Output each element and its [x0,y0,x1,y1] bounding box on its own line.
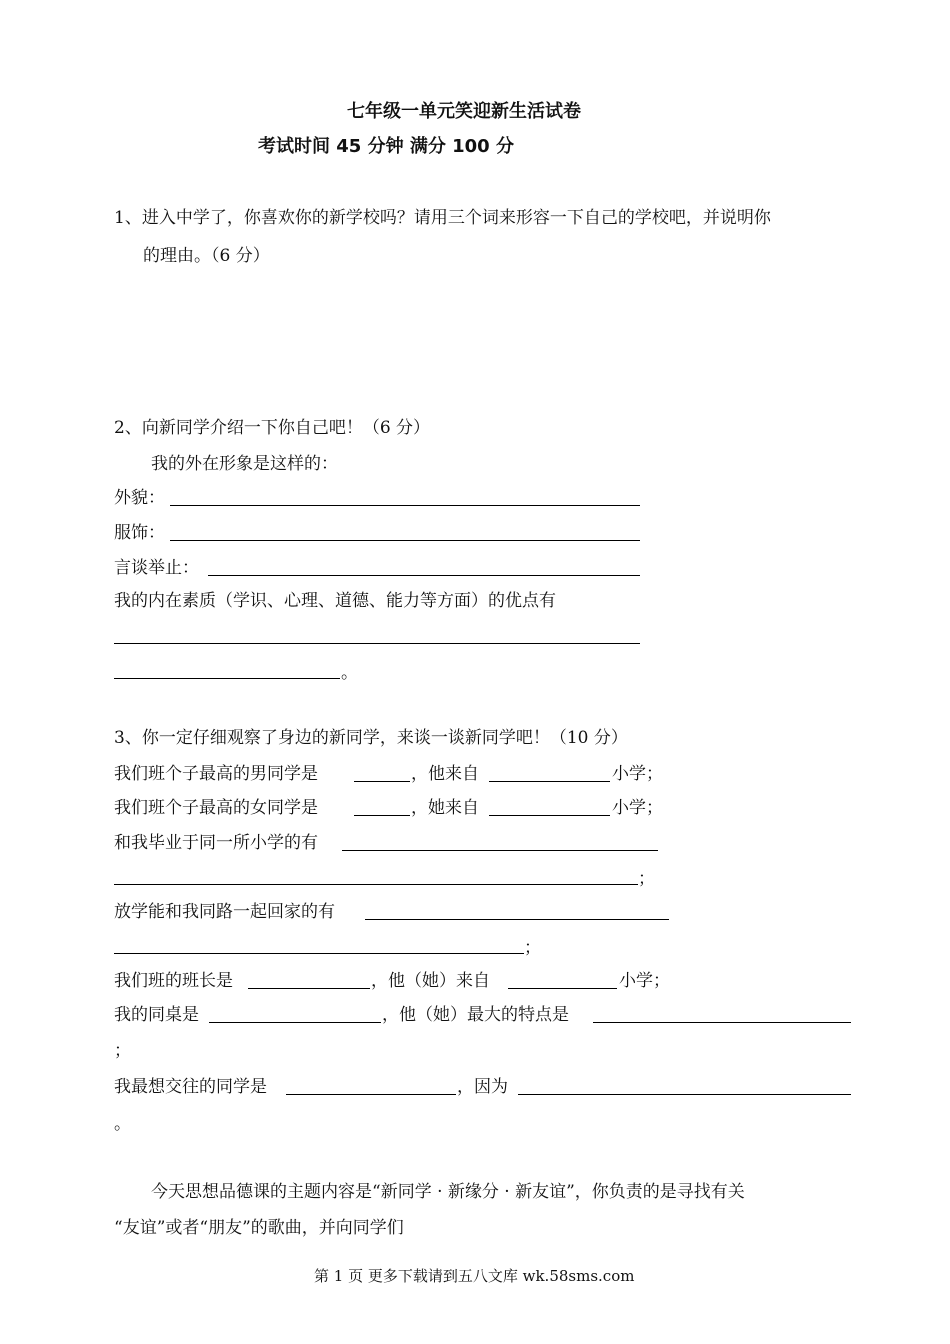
tallest-boy-label: 我们班个子最高的男同学是 [114,764,318,784]
exam-title: 七年级一单元笑迎新生活试卷 [347,101,581,122]
deskmate-label: 我的同桌是 [114,1005,199,1025]
q3-prompt: 3、你一定仔细观察了身边的新同学，来谈一谈新同学吧！（10 分） [114,728,628,748]
q2-intro: 我的外在形象是这样的： [151,454,338,474]
walk-home-blank-1[interactable] [365,919,669,920]
tallest-boy-school-suffix: 小学； [612,764,663,784]
inner-quality-blank-1[interactable] [114,643,640,644]
q4-line1: 今天思想品德课的主题内容是“新同学 · 新缘分 · 新友谊”，你负责的是寻找有关 [151,1182,745,1202]
appearance-blank[interactable] [170,505,640,506]
inner-quality-label: 我的内在素质（学识、心理、道德、能力等方面）的优点有 [114,591,556,611]
walk-home-label: 放学能和我同路一起回家的有 [114,902,335,922]
tallest-girl-school-suffix: 小学； [612,798,663,818]
appearance-label: 外貌： [114,488,165,508]
monitor-from-label: ，他（她）来自 [371,971,490,991]
tallest-girl-from-label: ，她来自 [411,798,479,818]
monitor-label: 我们班的班长是 [114,971,233,991]
inner-quality-blank-2[interactable] [114,678,340,679]
deskmate-end: ； [114,1041,131,1061]
tallest-boy-from-label: ，他来自 [411,764,479,784]
deskmate-trait-label: ，他（她）最大的特点是 [382,1005,569,1025]
because-blank[interactable] [518,1094,851,1095]
page-footer: 第 1 页 更多下载请到五八文库 wk.58sms.com [314,1267,635,1285]
q1-line2: 的理由。（6 分） [143,246,270,266]
monitor-school-blank[interactable] [508,988,617,989]
walk-home-end: ； [524,938,541,958]
clothing-label: 服饰： [114,523,165,543]
monitor-school-suffix: 小学； [619,971,670,991]
q4-line2: “友谊”或者“朋友”的歌曲，并向同学们 [114,1218,404,1238]
exam-subtitle: 考试时间 45 分钟 满分 100 分 [258,136,514,157]
because-label: ，因为 [457,1077,508,1097]
inner-quality-end: 。 [341,663,358,683]
manner-blank[interactable] [208,575,640,576]
monitor-blank[interactable] [248,988,370,989]
tallest-girl-school-blank[interactable] [489,815,610,816]
same-school-blank-2[interactable] [114,884,638,885]
same-school-label: 和我毕业于同一所小学的有 [114,833,318,853]
manner-label: 言谈举止： [114,558,199,578]
tallest-girl-label: 我们班个子最高的女同学是 [114,798,318,818]
same-school-end: ； [638,869,655,889]
tallest-boy-school-blank[interactable] [489,781,610,782]
q2-prompt: 2、向新同学介绍一下你自己吧！（6 分） [114,418,431,438]
walk-home-blank-2[interactable] [114,953,524,954]
q1-line1: 1、进入中学了，你喜欢你的新学校吗？请用三个词来形容一下自己的学校吧，并说明你 [114,208,771,228]
wish-friend-end: 。 [114,1114,131,1134]
clothing-blank[interactable] [170,540,640,541]
same-school-blank-1[interactable] [342,850,658,851]
deskmate-blank[interactable] [209,1022,381,1023]
deskmate-trait-blank[interactable] [593,1022,851,1023]
tallest-boy-blank[interactable] [354,781,410,782]
wish-friend-label: 我最想交往的同学是 [114,1077,267,1097]
tallest-girl-blank[interactable] [354,815,410,816]
wish-friend-blank[interactable] [286,1094,456,1095]
